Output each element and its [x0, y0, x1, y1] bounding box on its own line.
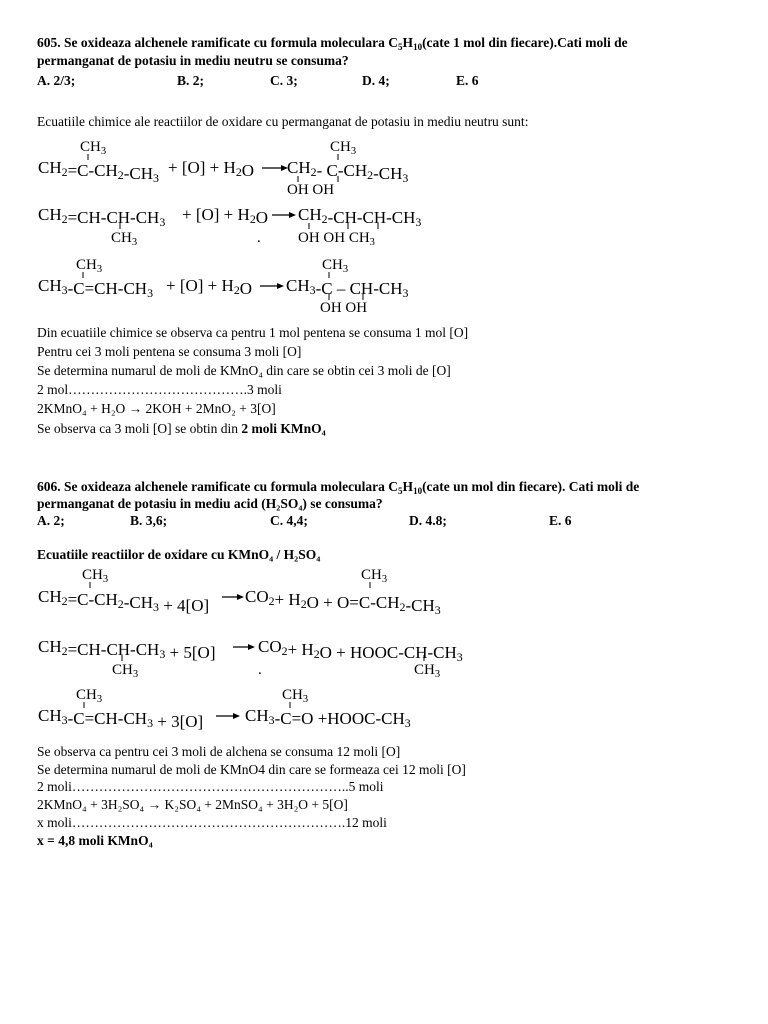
eq2-bottom-right: $CH_3$: [414, 662, 441, 680]
eq1-mid: + [O] + H2O: [168, 158, 255, 180]
eq2-right: CO2+ H2O + HOOC-CH-CH3: [258, 637, 463, 664]
problem-606-text-2: Se determina numarul de moli de KMnO4 din care se formeaza cei 12 moli [O]: [37, 762, 466, 777]
problem-606-text-4: x moli…………………………………………………….12 moli: [37, 815, 387, 830]
problem-605-text-3: Se determina numarul de moli de KMnO₄ din care se obtin cei 3 moli de [O]: [37, 363, 451, 378]
problem-605-equation-3: [0, 254, 768, 318]
option-d: D. 4;: [362, 73, 390, 88]
eq3-bottom-right: OH OH: [320, 300, 368, 316]
eq3-right: CH3-C – CH-CH3: [286, 276, 409, 300]
eq3-mid: + [O] + H2O: [166, 276, 253, 298]
eq2-left: CH2=CH-CH-CH3: [38, 205, 166, 229]
option-a: A. 2;: [37, 513, 65, 528]
problem-605-answer: 2 moli KMnO₄: [241, 421, 326, 436]
problem-605-intro: Ecuatiile chimice ale reactiilor de oxidare cu permanganat de potasiu in mediu neutru sunt:: [37, 114, 529, 129]
problem-605-question-line1: 605. Se oxideaza alchenele ramificate cu formula moleculara $C_5H_{10}(cate$ 1 mol din fiecare).Cati moli de: [37, 35, 628, 52]
eq1-right: CO2+ H2O + O=C-CH2-CH3: [245, 587, 441, 617]
option-c: C. 4,4;: [270, 513, 308, 528]
eq1-bottom-right: OH OH: [287, 182, 335, 198]
eq2-bottom-left: $CH_3$: [111, 230, 138, 248]
problem-606-equation-3: [0, 684, 768, 731]
eq1-top-right: $CH_3$: [361, 567, 388, 585]
eq2-bottom-left: $CH_3$: [112, 662, 139, 680]
problem-605-question-line2: permanganat de potasiu in mediu neutru se consuma?: [37, 53, 349, 68]
eq3-left: CH3-C=CH-CH3 + 3[O]: [38, 706, 204, 731]
problem-606-number: 606.: [37, 479, 61, 494]
eq2-left: CH2=CH-CH-CH3 + 5[O]: [38, 637, 216, 662]
problem-605-text-2: Pentru cei 3 moli pentena se consuma 3 moli [O]: [37, 344, 302, 359]
eq2-right: CH2-CH-CH-CH3: [298, 205, 422, 229]
problem-605-number: 605.: [37, 35, 61, 50]
problem-606-equation-1: [0, 565, 768, 617]
eq1-top-left: $CH_3$: [80, 139, 107, 157]
eq1-left: CH2=C-CH2-CH3: [38, 158, 159, 185]
option-b: B. 3,6;: [130, 513, 168, 528]
eq2-mid: + [O] + H2O: [182, 205, 269, 227]
option-b: B. 2;: [177, 73, 204, 88]
eq3-top-left: $CH_3$: [76, 257, 103, 275]
eq1-right: CH2- C-CH2-CH3: [287, 158, 409, 185]
eq1-top-right: $CH_3$: [330, 139, 357, 157]
problem-606-question-line1: 606. Se oxideaza alchenele ramificate cu formula moleculara $C_5H_{10}(cate$ un mol din fiecare). Cati moli de: [37, 479, 640, 496]
eq2-bottom-right: OH OH $CH_3$: [298, 230, 375, 248]
problem-606-text-3: 2 moli……………………………………………………..5 moli: [37, 779, 384, 794]
option-e: E. 6: [456, 73, 479, 88]
svg-text:.: .: [258, 662, 262, 678]
problem-605-equation-1: [0, 136, 768, 198]
option-a: A. 2/3;: [37, 73, 76, 88]
problem-605-reaction: 2KMnO₄ + H₂O → 2KOH + 2MnO₂ + 3[O]: [37, 401, 276, 416]
problem-606-question-line2: permanganat de potasiu in mediu acid (H₂SO₄) se consuma?: [37, 496, 383, 511]
problem-606-reaction: 2KMnO₄ + 3H₂SO₄ → K₂SO₄ + 2MnSO₄ + 3H₂O + 5[O]: [37, 797, 348, 812]
problem-606-intro: Ecuatiile reactiilor de oxidare cu KMnO₄ / H₂SO₄: [37, 547, 321, 562]
svg-text:.: .: [257, 230, 261, 246]
eq3-left: CH3-C=CH-CH3: [38, 276, 154, 300]
eq1-top-left: $CH_3$: [82, 567, 109, 585]
problem-606-answer: x = 4,8 moli KMnO₄: [37, 833, 153, 848]
problem-606-equation-2: [0, 634, 768, 680]
option-c: C. 3;: [270, 73, 298, 88]
problem-605-text-1: Din ecuatiile chimice se observa ca pentru 1 mol pentena se consuma 1 mol [O]: [37, 325, 469, 340]
eq3-top-left: $CH_3$: [76, 687, 103, 705]
option-e: E. 6: [549, 513, 572, 528]
eq3-top-right: $CH_3$: [282, 687, 309, 705]
eq3-right: CH3-C=O +HOOC-CH3: [245, 706, 411, 730]
eq3-top-right: $CH_3$: [322, 257, 349, 275]
problem-605-conclusion: Se observa ca 3 moli [O] se obtin din 2 moli KMnO₄: [37, 421, 326, 436]
problem-606-options: [37, 512, 737, 530]
problem-605-options: [37, 72, 737, 90]
problem-605-text-4: 2 mol………………………………….3 moli: [37, 382, 282, 397]
option-d: D. 4.8;: [409, 513, 447, 528]
eq1-left: CH2=C-CH2-CH3 + 4[O]: [38, 587, 210, 615]
problem-606-text-1: Se observa ca pentru cei 3 moli de alchena se consuma 12 moli [O]: [37, 744, 401, 759]
problem-605-equation-2: [0, 200, 768, 250]
